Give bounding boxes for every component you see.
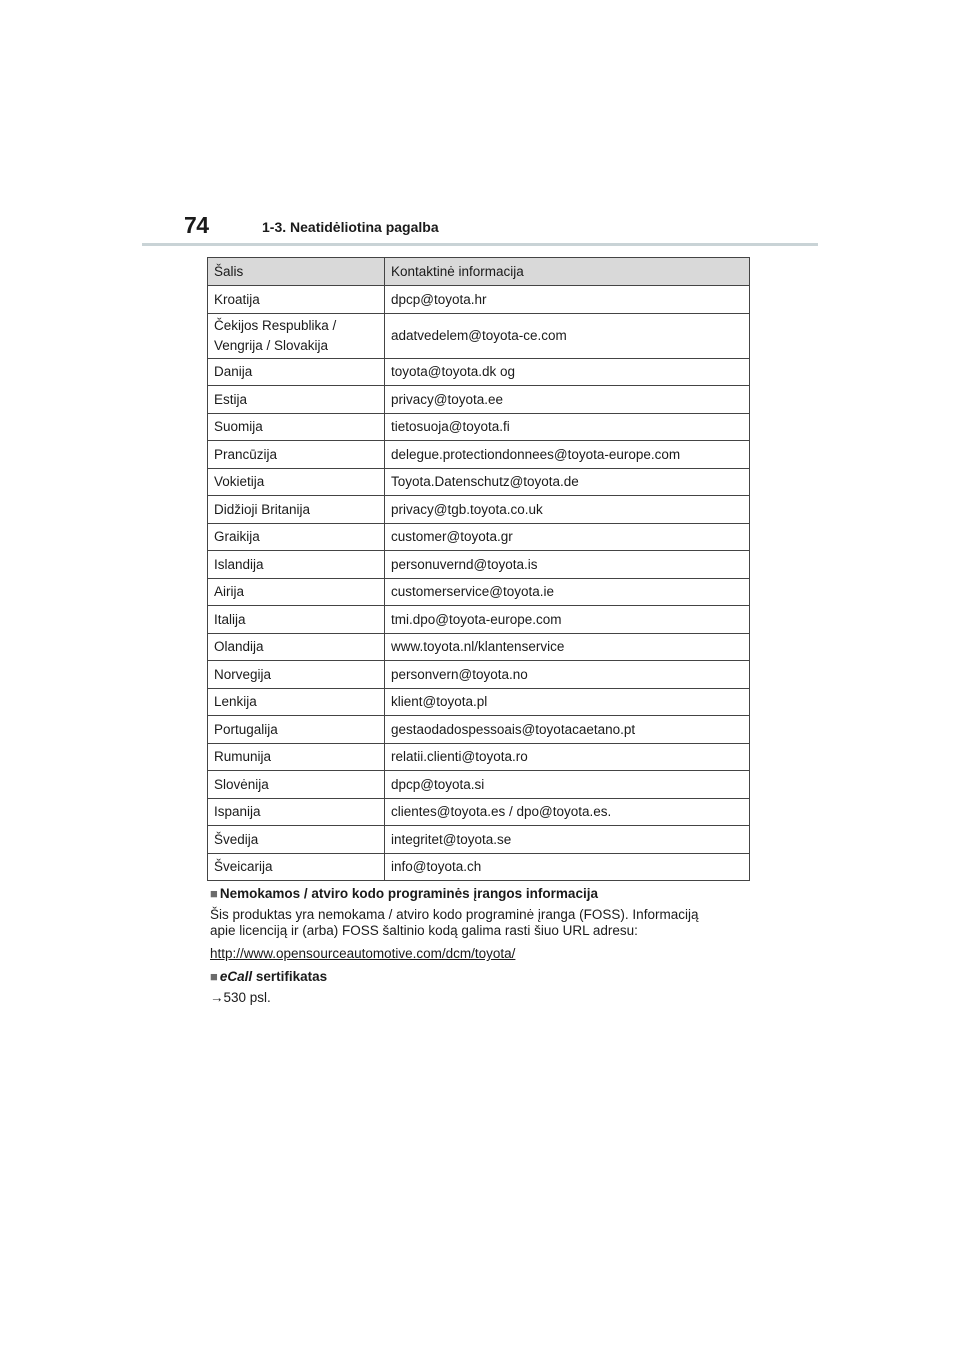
- column-header-country: Šalis: [208, 258, 385, 286]
- country-cell: Lenkija: [208, 688, 385, 716]
- contact-cell: tmi.dpo@toyota-europe.com: [385, 606, 750, 634]
- country-cell: Didžioji Britanija: [208, 496, 385, 524]
- table-row: [208, 771, 750, 799]
- table-row: [208, 798, 750, 826]
- foss-section: [210, 886, 770, 961]
- contact-cell: gestaodadospessoais@toyotacaetano.pt: [385, 716, 750, 744]
- country-line: Vengrija / Slovakija: [214, 337, 329, 353]
- table-row: [208, 551, 750, 579]
- square-bullet-icon: ■: [210, 886, 218, 901]
- square-bullet-icon: ■: [210, 969, 218, 984]
- country-cell: Suomija: [208, 413, 385, 441]
- contact-cell: relatii.clienti@toyota.ro: [385, 743, 750, 771]
- country-cell: Kroatija: [208, 286, 385, 314]
- country-cell: Švedija: [208, 826, 385, 854]
- country-cell: Estija: [208, 386, 385, 414]
- contact-cell: dpcp@toyota.hr: [385, 286, 750, 314]
- contact-cell: customerservice@toyota.ie: [385, 578, 750, 606]
- table-row: [208, 853, 750, 881]
- contact-cell: dpcp@toyota.si: [385, 771, 750, 799]
- country-cell: Vokietija: [208, 468, 385, 496]
- ecall-page-reference[interactable]: →530 psl.: [210, 990, 271, 1005]
- contact-cell: privacy@tgb.toyota.co.uk: [385, 496, 750, 524]
- contact-cell: toyota@toyota.dk og: [385, 358, 750, 386]
- contact-cell: personuvernd@toyota.is: [385, 551, 750, 579]
- table-row: [208, 286, 750, 314]
- table-row: [208, 496, 750, 524]
- ecall-heading: [210, 969, 770, 984]
- country-cell: Danija: [208, 358, 385, 386]
- table-row: [208, 633, 750, 661]
- table-row: [208, 578, 750, 606]
- contact-cell: privacy@toyota.ee: [385, 386, 750, 414]
- foss-url-link[interactable]: http://www.opensourceautomotive.com/dcm/toyota/: [210, 946, 516, 961]
- table-row: [208, 441, 750, 469]
- ecall-section: [210, 969, 770, 1005]
- country-cell: Islandija: [208, 551, 385, 579]
- contact-cell: delegue.protectiondonnees@toyota-europe.com: [385, 441, 750, 469]
- table-row: [208, 688, 750, 716]
- table-row: [208, 468, 750, 496]
- table-row: [208, 358, 750, 386]
- page-number: 74: [184, 212, 209, 238]
- foss-text-line: Šis produktas yra nemokama / atviro kodo programinė įranga (FOSS). Informaciją: [210, 907, 699, 922]
- foss-paragraph: [210, 907, 770, 939]
- country-cell: [208, 313, 385, 358]
- ecall-heading-italic: eCall: [219, 969, 253, 984]
- contact-cell: Toyota.Datenschutz@toyota.de: [385, 468, 750, 496]
- contact-cell: integritet@toyota.se: [385, 826, 750, 854]
- contact-cell: adatvedelem@toyota-ce.com: [385, 313, 750, 358]
- foss-heading: [210, 886, 770, 901]
- table-row: [208, 826, 750, 854]
- table-header-row: [208, 258, 750, 286]
- contact-cell: klient@toyota.pl: [385, 688, 750, 716]
- country-cell: Graikija: [208, 523, 385, 551]
- table-row: [208, 716, 750, 744]
- table-row: [208, 313, 750, 358]
- country-cell: Portugalija: [208, 716, 385, 744]
- table-row: [208, 661, 750, 689]
- country-cell: Olandija: [208, 633, 385, 661]
- table-row: [208, 523, 750, 551]
- country-cell: Prancūzija: [208, 441, 385, 469]
- contact-cell: personvern@toyota.no: [385, 661, 750, 689]
- contact-cell: customer@toyota.gr: [385, 523, 750, 551]
- table-row: [208, 413, 750, 441]
- contact-cell: www.toyota.nl/klantenservice: [385, 633, 750, 661]
- country-cell: Italija: [208, 606, 385, 634]
- foss-text-line: apie licenciją ir (arba) FOSS šaltinio kodą galima rasti šiuo URL adresu:: [210, 923, 638, 938]
- country-cell: Šveicarija: [208, 853, 385, 881]
- country-cell: Airija: [208, 578, 385, 606]
- contact-cell: tietosuoja@toyota.fi: [385, 413, 750, 441]
- country-cell: Rumunija: [208, 743, 385, 771]
- column-header-contact: Kontaktinė informacija: [385, 258, 750, 286]
- contact-cell: clientes@toyota.es / dpo@toyota.es.: [385, 798, 750, 826]
- contact-table: [207, 257, 750, 881]
- table-row: [208, 606, 750, 634]
- country-cell: Ispanija: [208, 798, 385, 826]
- table-row: [208, 386, 750, 414]
- country-cell: Slovėnija: [208, 771, 385, 799]
- country-line: Čekijos Respublika /: [214, 317, 337, 333]
- contact-cell: info@toyota.ch: [385, 853, 750, 881]
- table-row: [208, 743, 750, 771]
- country-cell: Norvegija: [208, 661, 385, 689]
- foss-heading-text: Nemokamos / atviro kodo programinės įrangos informacija: [219, 886, 598, 901]
- header-rule: [142, 243, 818, 246]
- section-title: 1-3. Neatidėliotina pagalba: [262, 219, 439, 235]
- ecall-heading-text: sertifikatas: [252, 969, 328, 984]
